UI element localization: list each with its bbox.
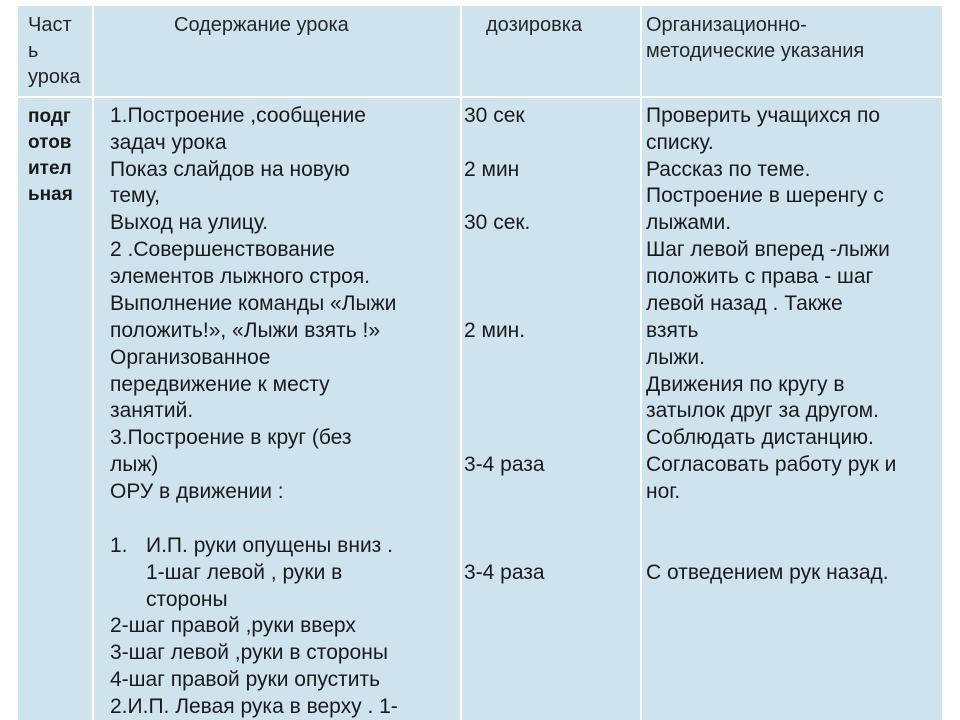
header-part-line: ь [28,40,39,62]
method-line: лыжами. [646,211,732,234]
method-line: Шаг левой вперед -лыжи [646,238,890,261]
content-line: Выход на улицу. [110,211,269,234]
content-line: 2-шаг правой ,руки вверх [110,614,356,637]
method-line: лыжи. [646,346,705,369]
method-line: Рассказ по теме. [646,158,811,181]
section-label-line: отов [28,132,72,153]
content-line: элементов лыжного строя. [110,265,371,288]
content-line: 2.И.П. Левая рука в верху . 1- [110,695,398,718]
content-line: ОРУ в движении : [110,480,284,503]
dosage-value: 2 мин [464,158,520,181]
column-divider [640,6,642,720]
section-label [28,104,73,208]
method-line: С отведением рук назад. [646,561,889,584]
dosage-value: 30 сек [464,104,525,127]
column-divider [460,6,462,720]
dosage-value: 2 мин. [464,319,526,342]
section-label-line: ител [28,158,72,179]
method-line: Проверить учащихся по [646,104,881,127]
list-marker: 1. [110,534,128,557]
content-line: 1-шаг левой , руки в [146,561,343,584]
method-line: левой назад . Также [646,292,843,315]
method-line: Согласовать работу рук и [646,453,897,476]
content-line: 4-шаг правой руки опустить [110,668,381,691]
method-line: Движения по кругу в [646,373,845,396]
method-line: Построение в шеренгу с [646,184,884,207]
content-line: стороны [146,588,228,611]
header-dosage: дозировка [486,14,583,36]
content-line: Показ слайдов на новую [110,158,350,181]
section-label-line: ьная [28,184,73,205]
content-line: лыж) [110,453,159,476]
content-line: 3.Построение в круг (без [110,426,352,449]
header-divider [18,96,942,98]
method-line: затылок друг за другом. [646,399,879,422]
header-part-line: Част [28,14,72,36]
content-line: задач урока [110,131,227,154]
header-part [28,12,80,90]
content-line: занятий. [110,399,194,422]
content-line: тему, [110,184,160,207]
content-line: передвижение к месту [110,373,330,396]
header-part-line: урока [28,66,81,88]
content-line: 2 .Совершенствование [110,238,335,261]
content-line: положить!», «Лыжи взять !» [110,319,381,342]
content-line: Выполнение команды «Лыжи [110,292,397,315]
column-divider [92,6,94,720]
header-content: Содержание урока [174,14,349,36]
method-line: положить с права - шаг [646,265,874,288]
section-label-line: подг [28,106,71,127]
dosage-value: 30 сек. [464,211,531,234]
header-method-line: методические указания [646,40,865,62]
dosage-value: 3-4 раза [464,561,545,584]
content-line: 3-шаг левой ,руки в стороны [110,641,388,664]
lesson-plan-table [18,6,942,720]
header-method [646,12,864,64]
method-line: Соблюдать дистанцию. [646,426,874,449]
method-line: взять [646,319,699,342]
content-line: Организованное [110,346,271,369]
content-line: 1.Построение ,сообщение [110,104,366,127]
method-line: ног. [646,480,681,503]
method-line: списку. [646,131,714,154]
header-method-line: Организационно- [646,14,807,36]
dosage-value: 3-4 раза [464,453,545,476]
content-line: И.П. руки опущены вниз . [146,534,393,557]
